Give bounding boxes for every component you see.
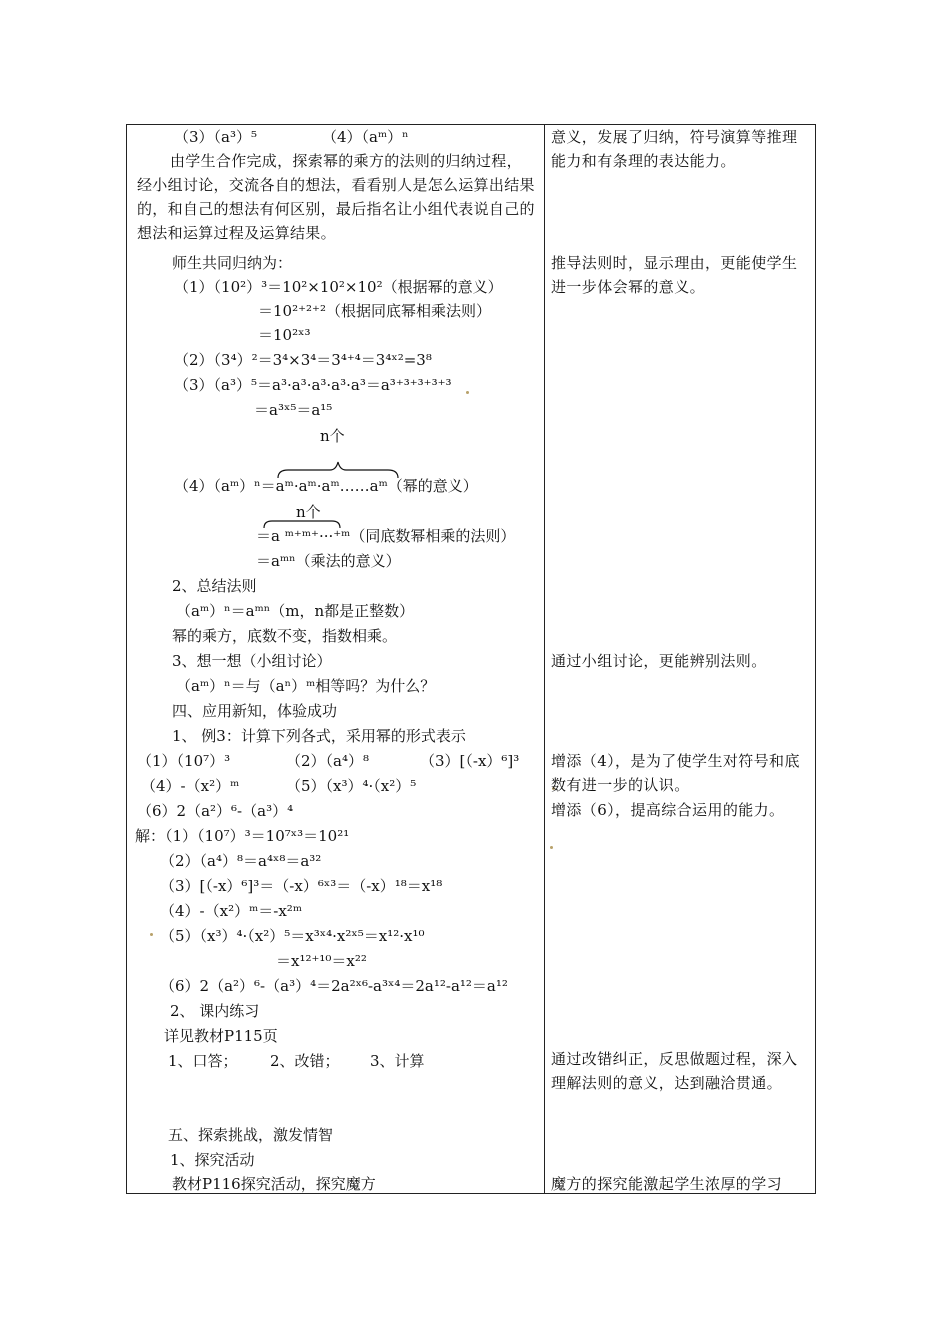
section-think: 3、想一想（小组讨论）	[172, 652, 332, 670]
solution-2: （2）（a⁴）⁸＝a⁴ˣ⁸＝a³²	[160, 852, 322, 870]
solution-5-line-1: （5）（x³）⁴·（x²）⁵＝x³ˣ⁴·x²ˣ⁵＝x¹²·x¹⁰	[160, 927, 425, 945]
solution-1: 解：（1）（10⁷）³＝10⁷ˣ³＝10²¹	[135, 827, 350, 845]
note-cube: 魔方的探究能激起学生浓厚的学习	[551, 1175, 783, 1193]
section-4-heading: 四、应用新知，体验成功	[172, 702, 338, 720]
column-divider	[544, 124, 545, 1194]
practice-oral: 1、口答；	[168, 1052, 238, 1070]
section-5-heading: 五、探索挑战，激发情智	[168, 1126, 334, 1144]
derivation-1-line-3: ＝10²ˣ³	[258, 326, 311, 344]
exercise-6: （6）2（a²）⁶-（a³）⁴	[137, 802, 294, 820]
derivation-4-line-2: ＝a ᵐ⁺ᵐ⁺···⁺ᵐ（同底数幂相乘的法则）	[256, 527, 516, 545]
note-induction: 意义，发展了归纳，符号演算等推理能力和有条理的表达能力。	[551, 128, 798, 170]
derivation-3-line-1: （3）（a³）⁵＝a³·a³·a³·a³·a³＝a³⁺³⁺³⁺³⁺³	[174, 376, 452, 394]
item-4-heading: （4）（aᵐ）ⁿ	[322, 128, 409, 146]
exercise-5: （5）（x³）⁴·（x²）⁵	[286, 777, 417, 795]
stray-mark	[550, 846, 553, 849]
practice-correct: 2、改错；	[270, 1052, 340, 1070]
note-correction: 通过改错纠正，反思做题过程，深入理解法则的意义，达到融洽贯通。	[551, 1050, 798, 1092]
brace-label-top: n个	[320, 427, 345, 445]
derivation-3-line-2: ＝a³ˣ⁵＝a¹⁵	[254, 401, 333, 419]
explore-activity: 1、探究活动	[170, 1151, 255, 1169]
derivation-1-line-2: ＝10²⁺²⁺²（根据同底幂相乘法则）	[258, 302, 491, 320]
item-3-heading: （3）（a³）⁵	[174, 128, 258, 146]
rule-formula: （aᵐ）ⁿ＝aᵐⁿ（m，n都是正整数）	[176, 602, 415, 620]
exercise-4: （4）-（x²）ᵐ	[141, 777, 240, 795]
practice-compute: 3、计算	[370, 1052, 425, 1070]
derivation-1-line-1: （1）（10²）³＝10²×10²×10²（根据幂的意义）	[174, 278, 503, 296]
stray-mark	[150, 933, 153, 936]
brace-label-bottom: n个	[296, 503, 321, 521]
solution-3: （3）[（-x）⁶]³＝（-x）⁶ˣ³＝（-x）¹⁸＝x¹⁸	[160, 877, 443, 895]
exercise-3: （3）[（-x）⁶]³	[420, 752, 520, 770]
derivation-2: （2）（3⁴）²＝3⁴×3⁴＝3⁴⁺⁴＝3⁴ˣ²=3⁸	[174, 351, 432, 369]
stray-mark	[466, 391, 469, 394]
summary-intro: 师生共同归纳为：	[172, 254, 293, 272]
derivation-4-line-1: （4）（aᵐ）ⁿ＝aᵐ·aᵐ·aᵐ……aᵐ（幂的意义）	[174, 477, 478, 495]
example-3-heading: 1、 例3：计算下列各式，采用幂的形式表示	[172, 727, 466, 745]
derivation-4-line-3: ＝aᵐⁿ（乘法的意义）	[256, 552, 401, 570]
note-derivation: 推导法则时，显示理由，更能使学生进一步体会幂的意义。	[551, 254, 798, 296]
section-summary-rule: 2、总结法则	[172, 577, 257, 595]
rule-statement: 幂的乘方，底数不变，指数相乘。	[172, 627, 398, 645]
exercise-2: （2）（a⁴）⁸	[286, 752, 370, 770]
practice-reference: 详见教材P115页	[164, 1027, 278, 1045]
solution-6: （6）2（a²）⁶-（a³）⁴＝2a²ˣ⁶-a³ˣ⁴＝2a¹²-a¹²＝a¹²	[160, 977, 508, 995]
solution-4: （4）-（x²）ᵐ＝-x²ᵐ	[160, 902, 303, 920]
think-question: （aᵐ）ⁿ＝与（aⁿ）ᵐ相等吗？为什么？	[176, 677, 436, 695]
solution-5-line-2: ＝x¹²⁺¹⁰＝x²²	[276, 952, 367, 970]
collaboration-paragraph: 由学生合作完成，探索幂的乘方的法则的归纳过程，经小组讨论，交流各自的想法，看看别人是怎么运算出结果的，和自己的想法有何区别，最后指名让小组代表说自己的想法和运算过程及运算结果。	[137, 152, 535, 242]
note-item-6: 增添（6），提高综合运用的能力。	[551, 801, 785, 819]
explore-cube: 教材P116探究活动，探究魔方	[172, 1175, 376, 1193]
note-discussion: 通过小组讨论，更能辨别法则。	[551, 652, 767, 670]
section-practice: 2、 课内练习	[170, 1002, 260, 1020]
note-item-4: 增添（4），是为了使学生对符号和底数有进一步的认识。	[551, 752, 800, 794]
exercise-1: （1）（10⁷）³	[137, 752, 231, 770]
